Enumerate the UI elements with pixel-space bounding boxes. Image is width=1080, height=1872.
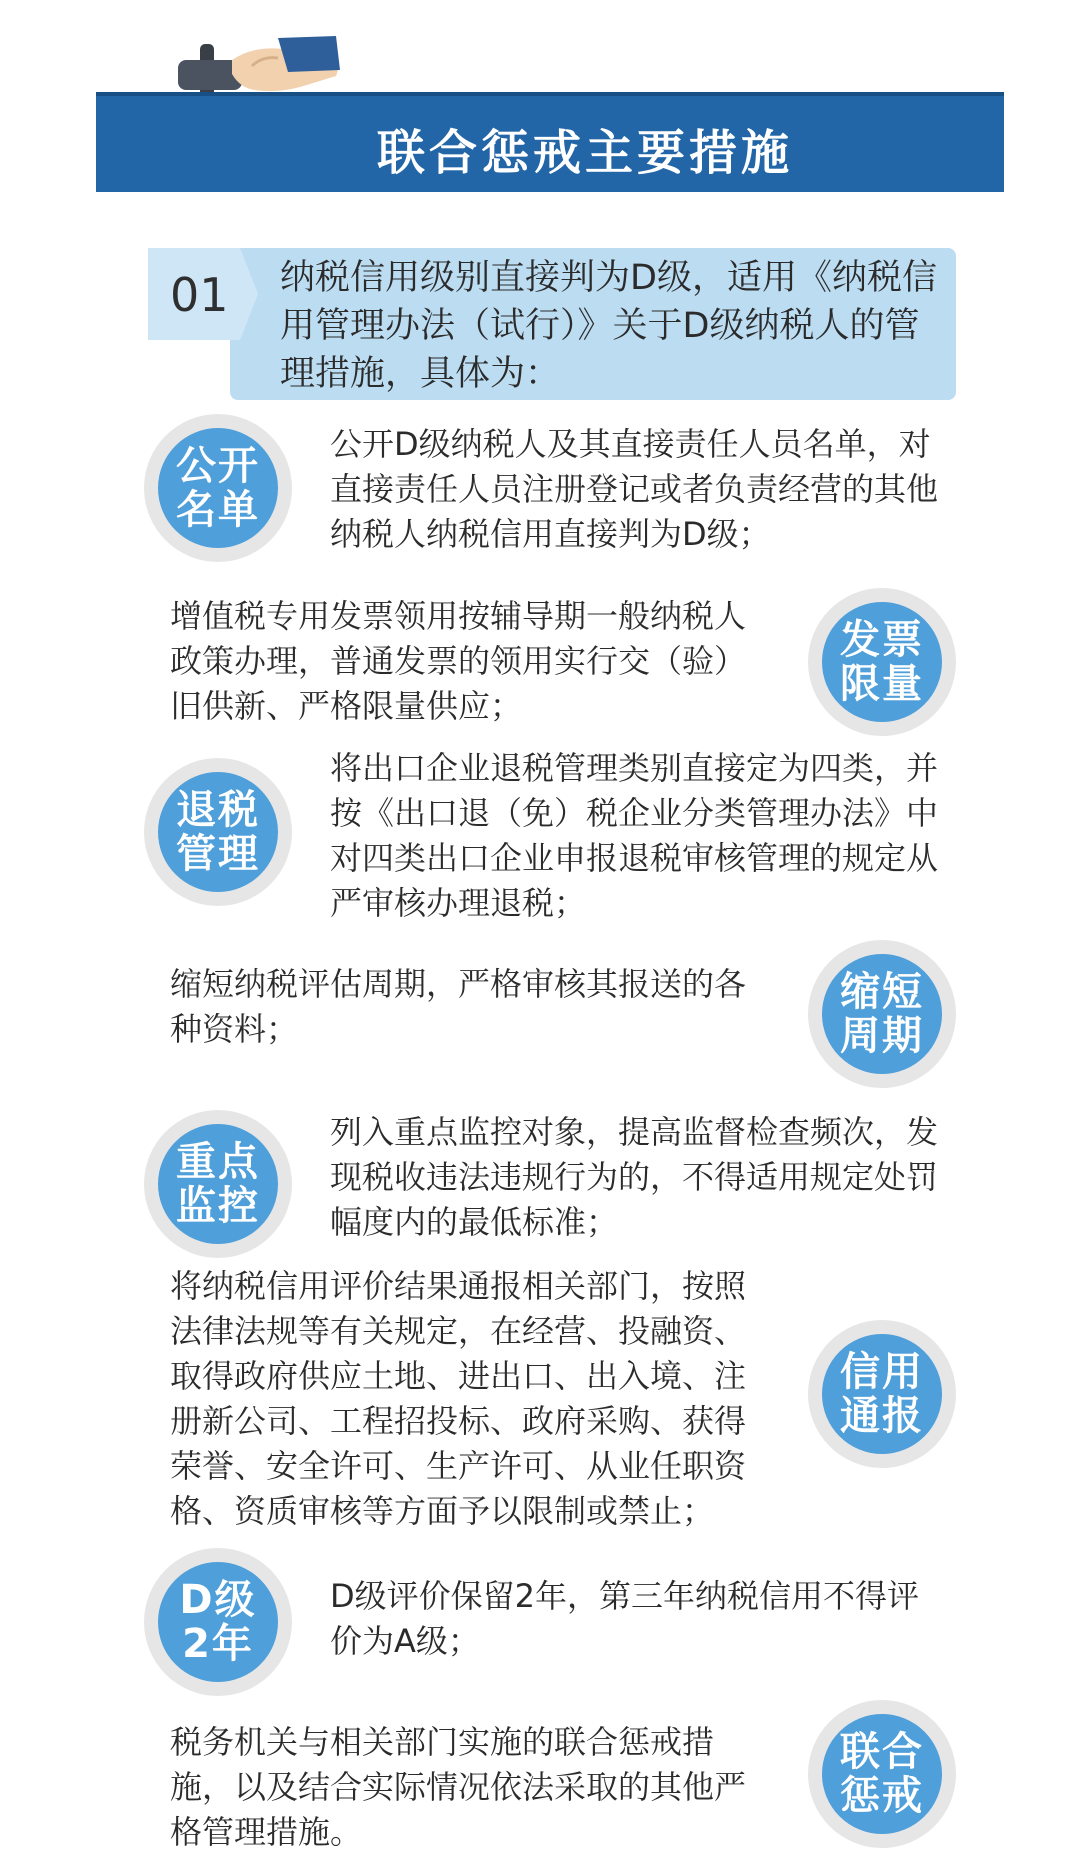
badge-credit-report [808,1320,956,1468]
step-description: 纳税信用级别直接判为D级，适用《纳税信用管理办法（试行）》关于D级纳税人的管理措施，具体为： [280,258,937,394]
badge-label: 缩短周期 [840,969,924,1059]
badge-d-level-2-years [144,1548,292,1696]
item-text-credit-report: 将纳税信用评价结果通报相关部门，按照法律法规等有关规定，在经营、投融资、取得政府供应土地、进出口、出入境、注册新公司、工程招投标、政府采购、获得荣誉、安全许可、生产许可、从业任职资格、资质审核等方面予以限制或禁止； [170,1267,747,1530]
badge-label: D级2年 [179,1577,257,1667]
item-text-public-list: 公开D级纳税人及其直接责任人员名单，对直接责任人员注册登记或者负责经营的其他纳税人纳税信用直接判为D级； [330,425,939,553]
header-banner [96,92,1004,192]
badge-label: 信用通报 [840,1349,924,1439]
badge-label: 重点监控 [176,1139,260,1229]
badge-public-list [144,414,292,562]
item-text-joint-punishment: 税务机关与相关部门实施的联合惩戒措施，以及结合实际情况依法采取的其他严格管理措施。 [170,1723,747,1851]
badge-tax-refund [144,758,292,906]
item-text-d-level-2-years: D级评价保留2年，第三年纳税信用不得评价为A级； [330,1577,920,1660]
badge-invoice-limit [808,588,956,736]
step-badge [148,248,258,340]
item-text-key-monitoring: 列入重点监控对象，提高监督检查频次，发现税收违法违规行为的，不得适用规定处罚幅度内的最低标准； [330,1113,939,1241]
badge-key-monitoring [144,1110,292,1258]
badge-joint-punishment [808,1700,956,1848]
badge-label: 联合惩戒 [840,1729,924,1819]
page-title: 联合惩戒主要措施 [376,125,793,181]
item-text-tax-refund: 将出口企业退税管理类别直接定为四类，并按《出口退（免）税企业分类管理办法》中对四类出口企业申报退税审核管理的规定从严审核办理退税； [330,749,939,922]
step-number: 01 [170,268,229,322]
badge-label: 发票限量 [840,617,924,707]
badge-shorten-cycle [808,940,956,1088]
badge-label: 退税管理 [176,787,260,877]
badge-label: 公开名单 [176,443,260,533]
item-text-shorten-cycle: 缩短纳税评估周期，严格审核其报送的各种资料； [170,965,747,1048]
item-text-invoice-limit: 增值税专用发票领用按辅导期一般纳税人政策办理，普通发票的领用实行交（验）旧供新、严格限量供应； [170,597,747,725]
